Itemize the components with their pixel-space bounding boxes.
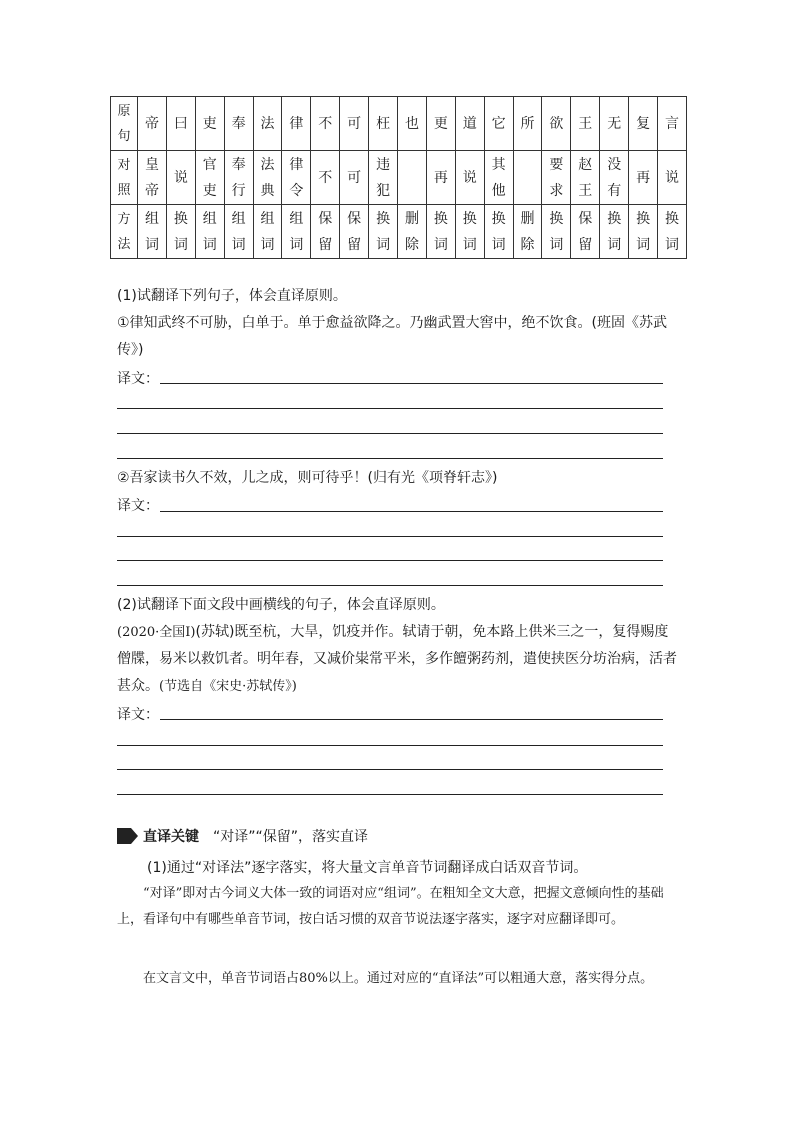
table-cell: 要求 — [542, 151, 571, 205]
table-cell: 删除 — [398, 205, 427, 259]
table-cell: 组词 — [195, 205, 224, 259]
question-2-heading: (2)试翻译下面文段中画横线的句子，体会直译原则。 — [117, 597, 445, 613]
table-cell: 也 — [398, 97, 427, 151]
table-cell: 保留 — [311, 205, 340, 259]
answer-label: 译文： — [117, 707, 159, 723]
key-subtitle: “对译”“保留”，落实直译 — [213, 829, 369, 845]
table-cell: 道 — [455, 97, 484, 151]
answer-line[interactable] — [117, 560, 663, 561]
translation-comparison-table — [110, 96, 687, 259]
table-cell: 可 — [340, 151, 369, 205]
table-cell: 枉 — [369, 97, 398, 151]
key-point-1: (1)通过“对译法”逐字落实，将大量文言单音节词翻译成白话双音节词。 — [147, 860, 588, 876]
table-cell: 其他 — [484, 151, 513, 205]
table-cell: 奉行 — [224, 151, 253, 205]
table-cell: 不 — [311, 151, 340, 205]
table-cell: 法典 — [253, 151, 282, 205]
section-marker-icon — [117, 828, 131, 844]
table-cell: 换词 — [658, 205, 687, 259]
table-cell: 欲 — [542, 97, 571, 151]
table-cell: 无 — [600, 97, 629, 151]
table-cell: 官吏 — [195, 151, 224, 205]
table-cell: 换词 — [629, 205, 658, 259]
answer-label: 译文： — [117, 371, 159, 387]
table-cell: 换词 — [455, 205, 484, 259]
table-cell: 组词 — [224, 205, 253, 259]
table-cell: 说 — [166, 151, 195, 205]
table-cell: 再 — [426, 151, 455, 205]
row-header-compare: 对照 — [111, 151, 138, 205]
table-cell: 法 — [253, 97, 282, 151]
question-1-item-2: ②吾家读书久不效，儿之成，则可待乎！(归有光《项脊轩志》) — [117, 470, 498, 486]
passage-source: (2020·全国Ⅰ) — [117, 625, 196, 640]
answer-line[interactable] — [160, 719, 663, 720]
table-cell: 律令 — [282, 151, 311, 205]
table-cell: 违犯 — [369, 151, 398, 205]
answer-line[interactable] — [117, 458, 663, 459]
table-cell: 帝 — [138, 97, 167, 151]
table-cell: 说 — [658, 151, 687, 205]
key-paragraph-2: 在文言文中，单音节词语占80%以上。通过对应的“直译法”可以粗通大意，落实得分点。 — [143, 971, 654, 986]
passage-cite: (节选自《宋史·苏轼传》) — [159, 679, 297, 694]
table-cell: 更 — [426, 97, 455, 151]
table-cell: 换词 — [600, 205, 629, 259]
table-row — [111, 97, 687, 151]
key-tag: 直译关键 — [143, 829, 199, 845]
table-cell: 组词 — [138, 205, 167, 259]
key-section-header — [117, 826, 368, 846]
table-cell: 赵王 — [571, 151, 600, 205]
table-cell: 保留 — [340, 205, 369, 259]
passage-text: (苏轼)既至杭，大旱，饥疫并作。轼请于朝，免本路上供米三之一，复得赐度僧牒，易米以救饥者。明年春，又减价粜常平米，多作饘粥药剂，遣使挟医分坊治病，活者甚众。 — [117, 624, 677, 694]
table-cell: 不 — [311, 97, 340, 151]
table-cell: 换词 — [426, 205, 455, 259]
table-cell: 律 — [282, 97, 311, 151]
answer-line[interactable] — [160, 383, 663, 384]
answer-line[interactable] — [117, 585, 663, 586]
table-cell: 王 — [571, 97, 600, 151]
table-cell: 吏 — [195, 97, 224, 151]
table-cell: 换词 — [369, 205, 398, 259]
table-cell: 换词 — [542, 205, 571, 259]
table-cell — [513, 151, 542, 205]
table-cell — [398, 151, 427, 205]
table-cell: 奉 — [224, 97, 253, 151]
table-cell: 曰 — [166, 97, 195, 151]
table-cell: 组词 — [253, 205, 282, 259]
key-paragraph-1: “对译”即对古今词义大体一致的词语对应“组词”。在粗知全文大意，把握文意倾向性的基础上，看译句中有哪些单音节词，按白话习惯的双音节说法逐字落实，逐字对应翻译即可。 — [117, 886, 664, 927]
answer-line[interactable] — [117, 536, 663, 537]
table-cell: 复 — [629, 97, 658, 151]
row-header-original: 原句 — [111, 97, 138, 151]
table-cell: 组词 — [282, 205, 311, 259]
table-cell: 皇帝 — [138, 151, 167, 205]
table-cell: 言 — [658, 97, 687, 151]
table-row — [111, 205, 687, 259]
answer-label: 译文： — [117, 498, 159, 514]
table-cell: 换词 — [166, 205, 195, 259]
table-cell: 说 — [455, 151, 484, 205]
table-row — [111, 151, 687, 205]
answer-line[interactable] — [160, 511, 663, 512]
table-cell: 删除 — [513, 205, 542, 259]
table-cell: 再 — [629, 151, 658, 205]
table-cell: 它 — [484, 97, 513, 151]
table-cell: 换词 — [484, 205, 513, 259]
question-1-item-1: ①律知武终不可胁，白单于。单于愈益欲降之。乃幽武置大窖中，绝不饮食。(班固《苏武传》) — [117, 315, 668, 358]
question-2-passage — [117, 619, 677, 700]
answer-line[interactable] — [117, 794, 663, 795]
table-cell: 没有 — [600, 151, 629, 205]
answer-line[interactable] — [117, 769, 663, 770]
question-1-heading: (1)试翻译下列句子，体会直译原则。 — [117, 288, 347, 304]
row-header-method: 方法 — [111, 205, 138, 259]
answer-line[interactable] — [117, 433, 663, 434]
table-cell: 所 — [513, 97, 542, 151]
table-cell: 保留 — [571, 205, 600, 259]
answer-line[interactable] — [117, 408, 663, 409]
table-cell: 可 — [340, 97, 369, 151]
answer-line[interactable] — [117, 745, 663, 746]
